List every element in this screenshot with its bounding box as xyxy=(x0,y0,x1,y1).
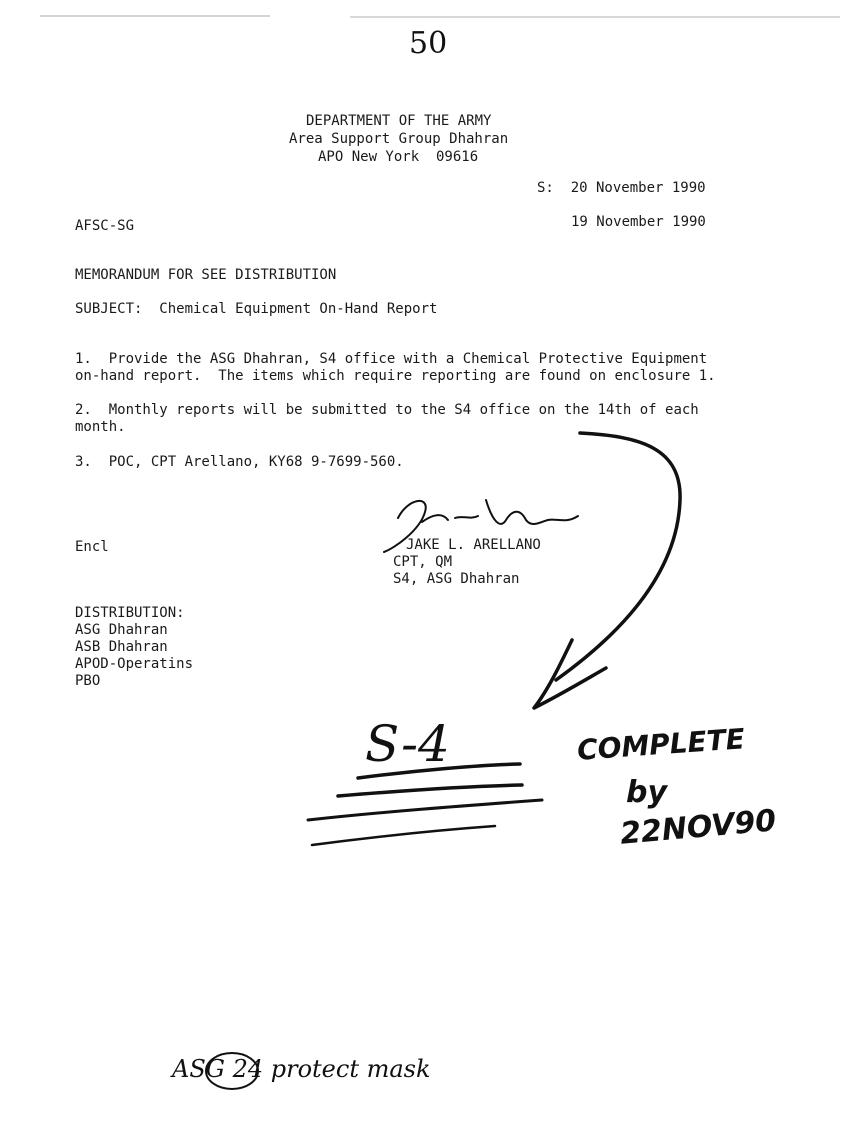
handwritten-by: by xyxy=(626,775,668,810)
distribution-heading: DISTRIBUTION: xyxy=(75,605,185,621)
paragraph-2: 2. Monthly reports will be submitted to the S4 office on the 14th of each month. xyxy=(75,402,699,435)
underline-3 xyxy=(308,800,542,820)
enclosure-label: Encl xyxy=(75,539,109,555)
arrow-curve xyxy=(556,433,680,680)
letterhead-unit: Area Support Group Dhahran xyxy=(289,131,509,147)
signature-scribble xyxy=(384,500,578,552)
office-symbol: AFSC-SG xyxy=(75,218,135,234)
suspense-date: S: 20 November 1990 xyxy=(537,180,706,196)
signer-name: JAKE L. ARELLANO xyxy=(406,537,541,553)
distribution-item: ASG Dhahran xyxy=(75,622,168,638)
memo-for: MEMORANDUM FOR SEE DISTRIBUTION xyxy=(75,267,337,283)
paragraph-3: 3. POC, CPT Arellano, KY68 9-7699-560. xyxy=(75,454,404,470)
handwritten-complete: COMPLETE xyxy=(576,722,746,767)
memo-date: 19 November 1990 xyxy=(571,214,706,230)
letterhead-address: APO New York 09616 xyxy=(318,149,479,165)
underline-1 xyxy=(358,764,520,778)
letterhead-department: DEPARTMENT OF THE ARMY xyxy=(306,113,492,129)
subject-line: SUBJECT: Chemical Equipment On-Hand Report xyxy=(75,301,438,317)
distribution-item: APOD-Operatins xyxy=(75,656,194,672)
signer-rank: CPT, QM xyxy=(393,554,453,570)
distribution-item: PBO xyxy=(75,673,101,689)
handwritten-complete-date: 22NOV90 xyxy=(618,803,778,852)
paragraph-1: 1. Provide the ASG Dhahran, S4 office with a Chemical Protective Equipment on-hand report. The items which require reporting are found on enclosure 1. xyxy=(75,351,716,384)
handwritten-footer-note: ASG 24 protect mask xyxy=(172,1055,431,1083)
handwritten-s4: S-4 xyxy=(365,715,450,773)
page-number: 50 xyxy=(409,26,448,61)
underline-4 xyxy=(312,826,495,845)
signer-title: S4, ASG Dhahran xyxy=(393,571,520,587)
underline-2 xyxy=(338,785,522,796)
footer-circle xyxy=(206,1053,258,1089)
distribution-item: ASB Dhahran xyxy=(75,639,168,655)
